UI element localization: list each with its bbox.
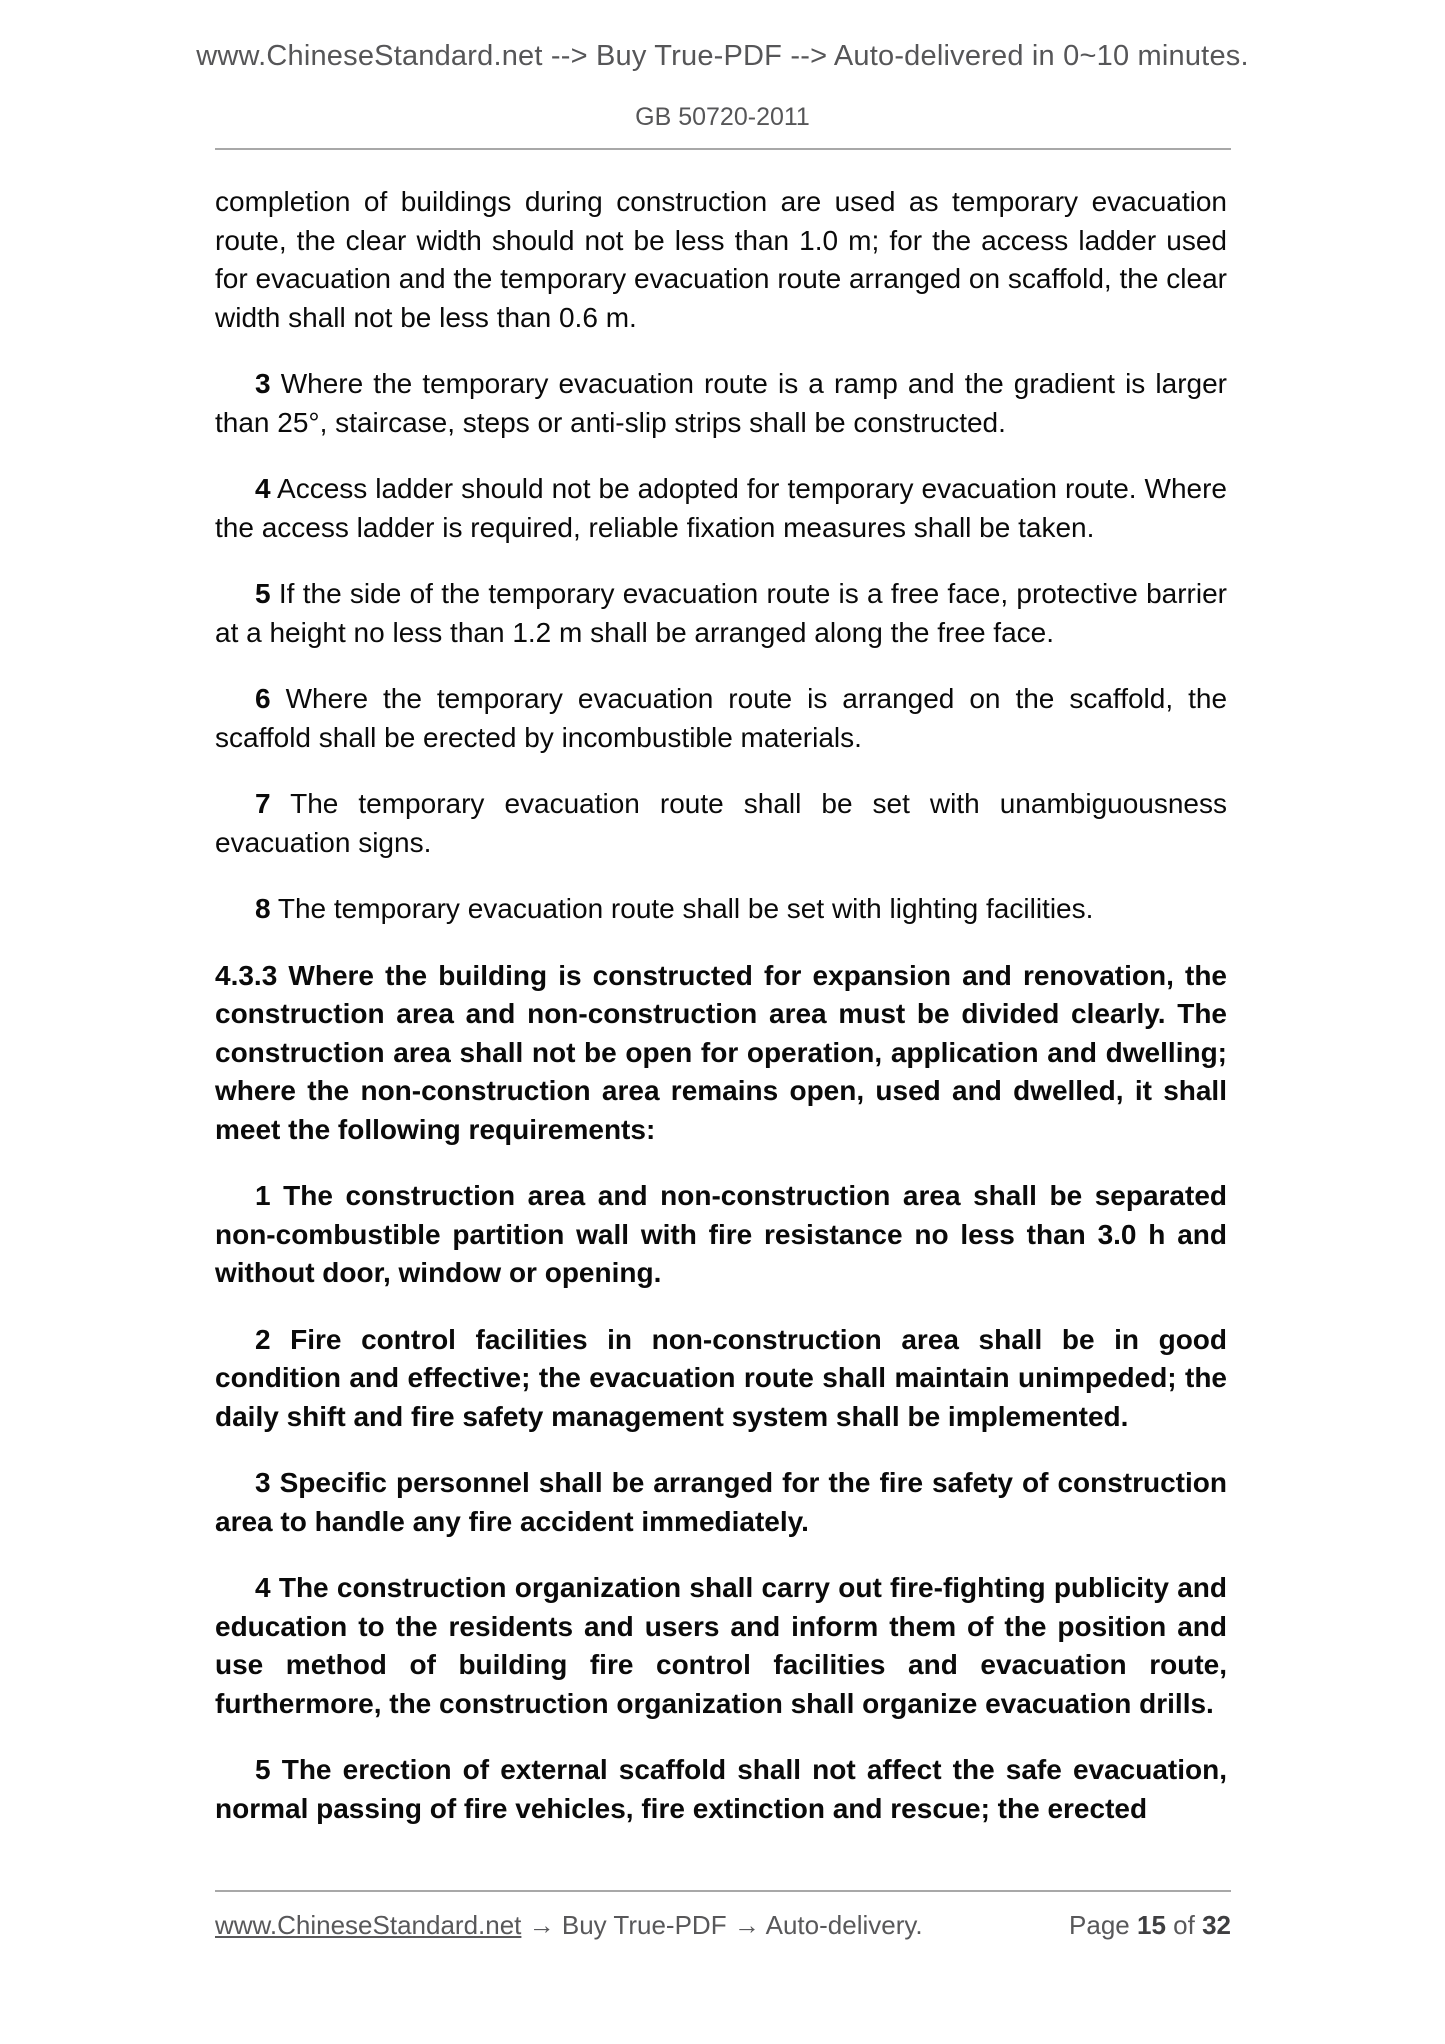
paragraph-number: 1 (255, 1180, 271, 1211)
footer-arrow-icon: → (733, 1910, 760, 1940)
document-paragraph (215, 1464, 1227, 1541)
standard-number: GB 50720-2011 (635, 103, 810, 131)
document-body (215, 183, 1227, 1828)
paragraph-text: The construction area and non-construction area shall be separated non-combustible partition wall with fire resistance no less than 3.0 h and without door, window or opening. (215, 1180, 1228, 1288)
paragraph-text: Where the building is constructed for expansion and renovation, the construction area and non-construction area must be divided clearly. The construction area shall not be open for operation, application and dwelling; where the non-construction area remains open, used and dwelled, it shall meet the following requirements: (215, 959, 1227, 1145)
document-paragraph (215, 1751, 1227, 1828)
paragraph-text: Fire control facilities in non-construction area shall be in good condition and effective; the evacuation route shall maintain unimpeded; the daily shift and fire safety management system shall be implemented. (215, 1323, 1228, 1432)
footer-arrow-icon: → (528, 1910, 555, 1940)
header-divider (215, 148, 1231, 150)
document-paragraph (215, 575, 1227, 652)
paragraph-text: If the side of the temporary evacuation route is a free face, protective barrier at a height no less than 1.2 m shall be arranged along the free face. (215, 578, 1227, 648)
page-label: Page (1069, 1910, 1130, 1940)
page-footer (215, 1910, 1231, 1941)
header-banner: www.ChineseStandard.net --> Buy True-PDF --> Auto-delivered in 0~10 minutes. (196, 40, 1249, 72)
document-paragraph (215, 183, 1227, 337)
footer-site-link[interactable]: www.ChineseStandard.net (215, 1910, 522, 1940)
current-page-number: 15 (1137, 1910, 1166, 1940)
paragraph-number: 4 (255, 473, 271, 504)
paragraph-number: 7 (255, 788, 271, 819)
paragraph-text: The construction organization shall carry out fire-fighting publicity and education to the residents and users and inform them of the position and use method of building fire control facilities and evacuation route, furthermore, the construction organization shall organize evacuation drills. (215, 1572, 1227, 1719)
document-paragraph (215, 365, 1227, 442)
total-page-number: 32 (1202, 1910, 1231, 1940)
section-number: 4.3.3 (215, 959, 278, 991)
page-of-label: of (1173, 1910, 1195, 1940)
section-heading-paragraph (215, 957, 1227, 1150)
paragraph-number: 5 (255, 578, 271, 609)
paragraph-number: 3 (255, 368, 271, 399)
document-paragraph (215, 1177, 1227, 1293)
footer-divider (215, 1890, 1231, 1892)
document-paragraph (215, 1321, 1227, 1437)
document-paragraph (215, 890, 1227, 929)
paragraph-text: Where the temporary evacuation route is a ramp and the gradient is larger than 25°, staircase, steps or anti-slip strips shall be constructed. (215, 368, 1227, 438)
page-indicator (1069, 1910, 1231, 1941)
paragraph-number: 6 (255, 683, 271, 714)
paragraph-text: Where the temporary evacuation route is arranged on the scaffold, the scaffold shall be erected by incombustible materials. (215, 683, 1228, 753)
footer-step-buy: Buy True-PDF (561, 1910, 727, 1940)
page-header (0, 0, 1445, 132)
document-paragraph (215, 470, 1227, 547)
paragraph-text: completion of buildings during construction are used as temporary evacuation route, the clear width should not be less than 1.0 m; for the access ladder used for evacuation and the temporary evacuation route arranged on scaffold, the clear width shall not be less than 0.6 m. (215, 186, 1227, 333)
paragraph-text: The temporary evacuation route shall be set with unambiguousness evacuation signs. (215, 788, 1228, 858)
paragraph-text: The temporary evacuation route shall be set with lighting facilities. (277, 893, 1094, 924)
footer-left (215, 1910, 923, 1941)
paragraph-number: 2 (255, 1323, 271, 1355)
paragraph-number: 5 (255, 1754, 271, 1785)
paragraph-text: Specific personnel shall be arranged for the fire safety of construction area to handle any fire accident immediately. (215, 1467, 1227, 1537)
paragraph-number: 3 (255, 1467, 271, 1498)
document-paragraph (215, 680, 1227, 757)
footer-step-delivery: Auto-delivery. (765, 1910, 923, 1940)
paragraph-text: Access ladder should not be adopted for temporary evacuation route. Where the access ladder is required, reliable fixation measures shall be taken. (215, 473, 1228, 543)
paragraph-number: 4 (255, 1572, 271, 1603)
paragraph-number: 8 (255, 893, 271, 924)
document-paragraph (215, 1569, 1227, 1723)
document-paragraph (215, 785, 1227, 862)
paragraph-text: The erection of external scaffold shall not affect the safe evacuation, normal passing of fire vehicles, fire extinction and rescue; the erected (215, 1754, 1228, 1824)
